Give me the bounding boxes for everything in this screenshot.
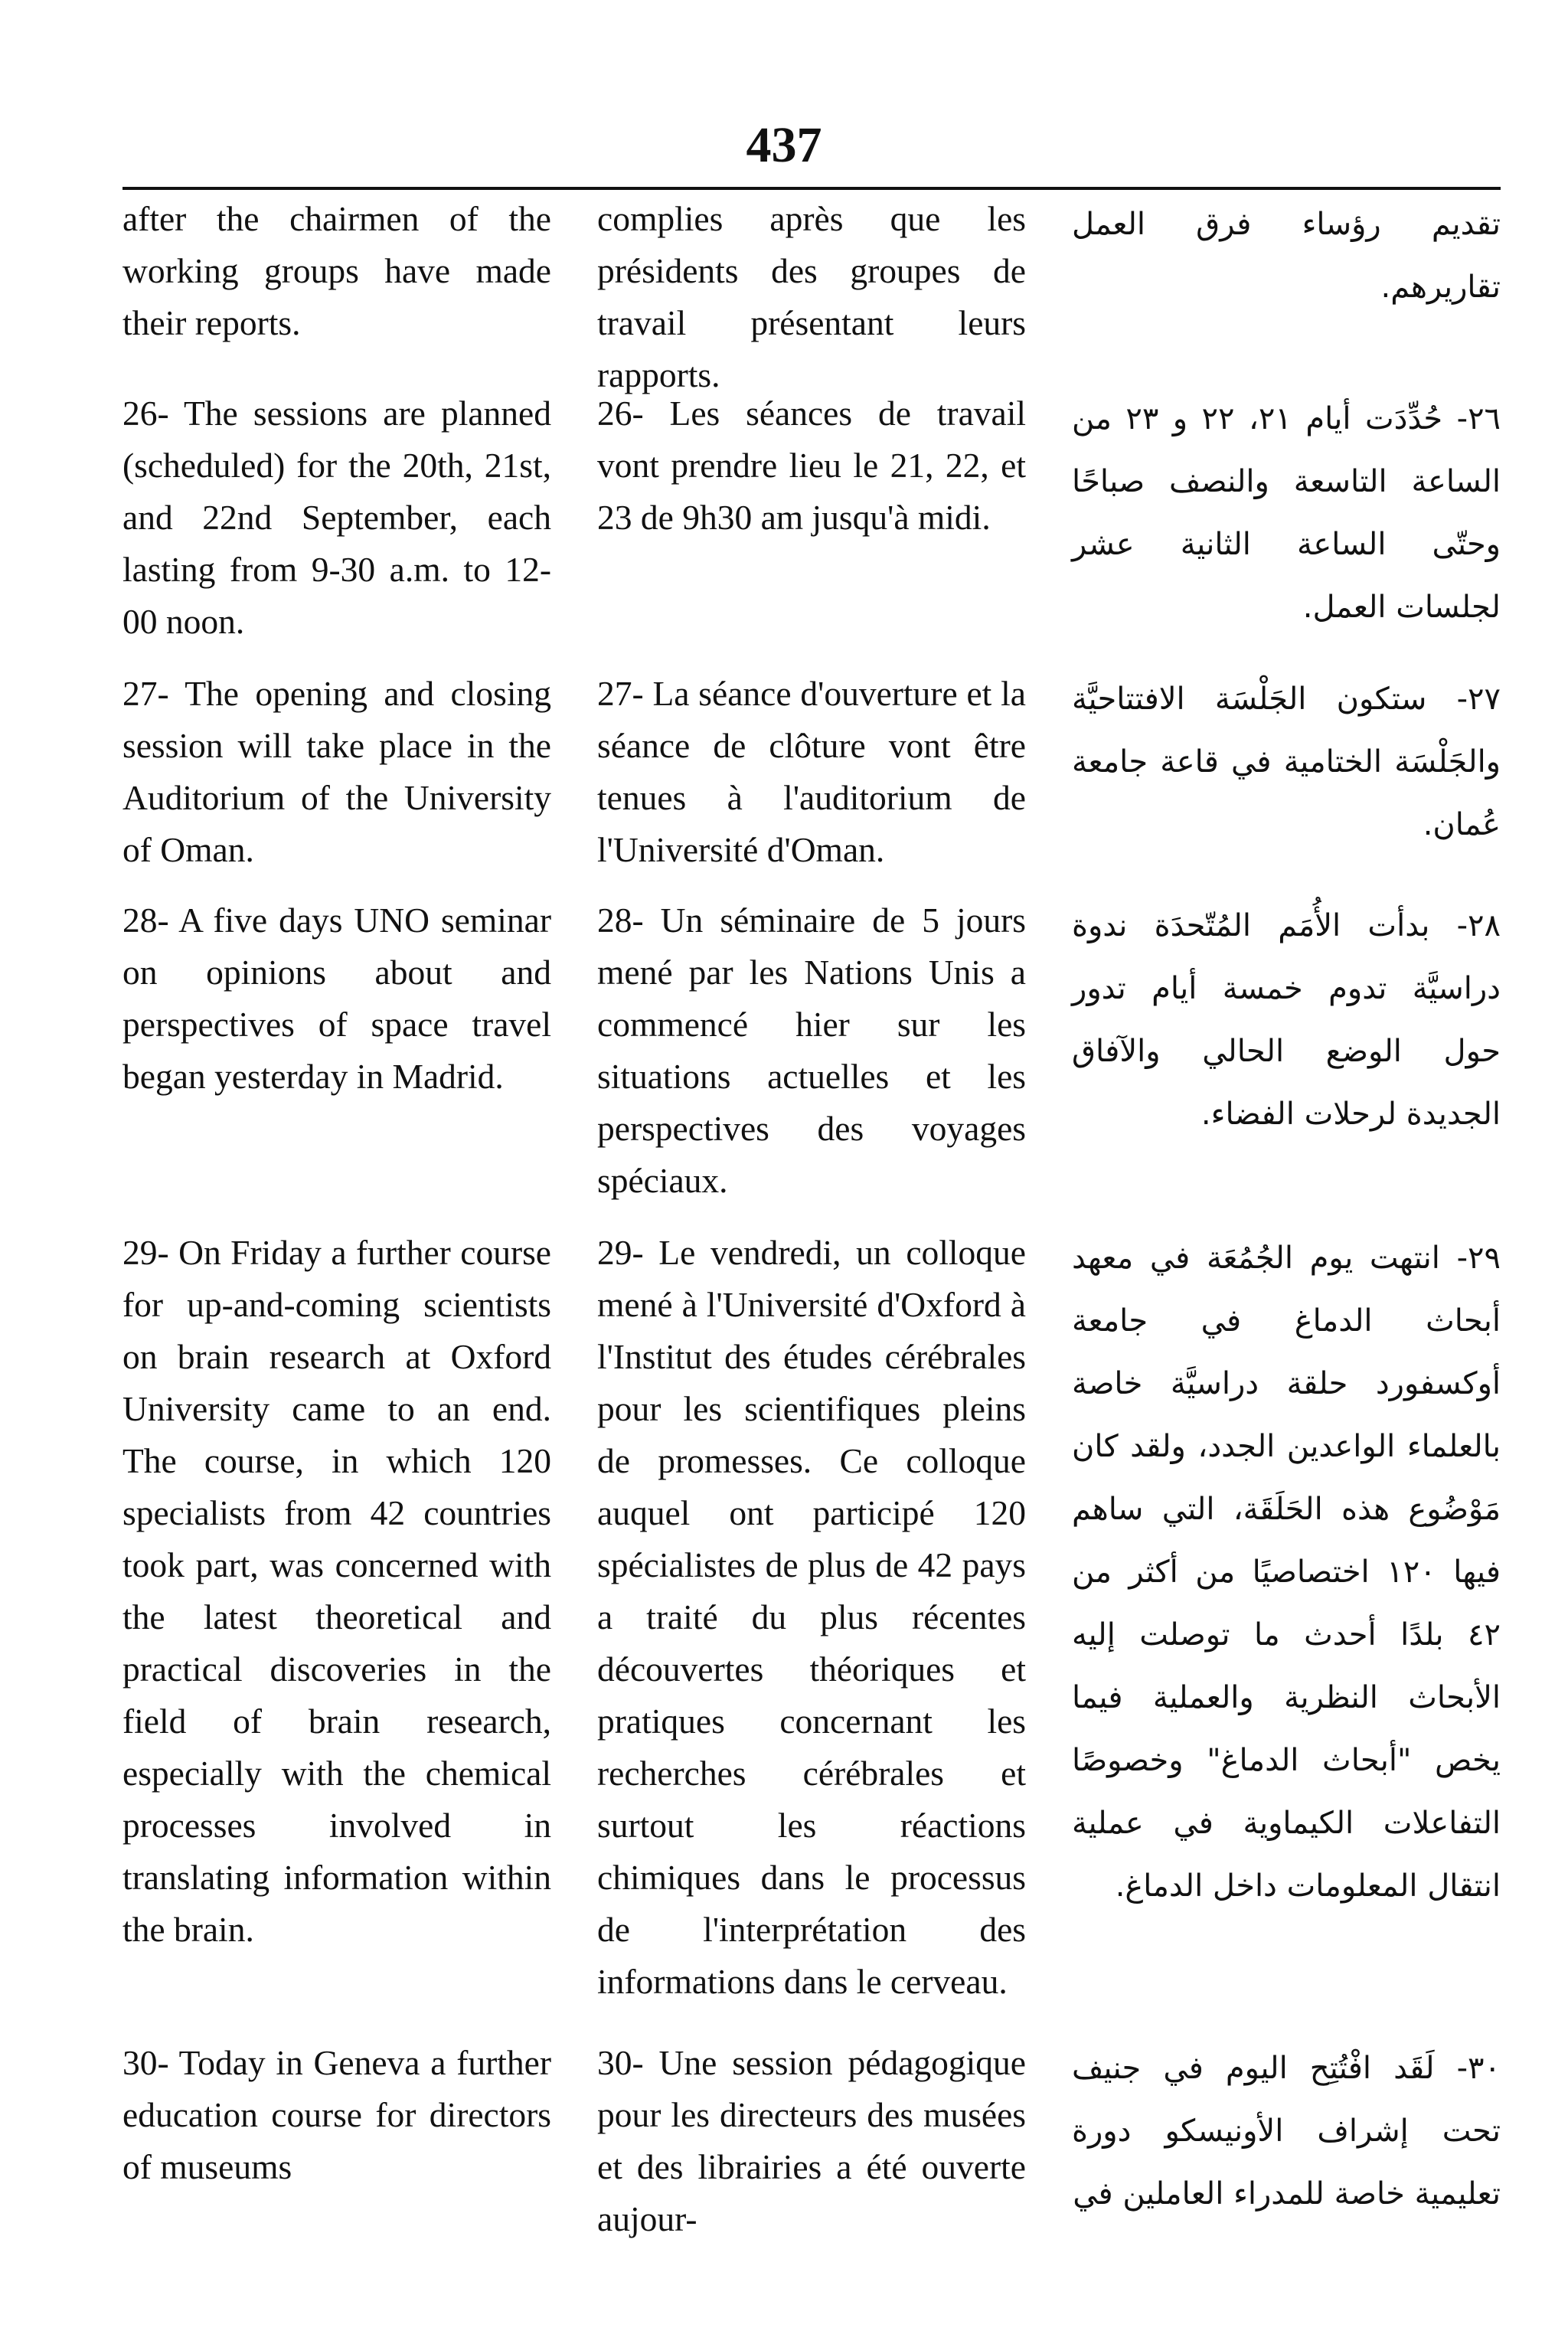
entry-row (122, 890, 1501, 1222)
english-text: 26- The sessions are planned (scheduled) for the 20th, 21st, and 22nd September, each lasting from 9-30 a.m. to 12-00 noon. (122, 394, 551, 641)
english-text: 30- Today in Geneva a further education course for directors of museums (122, 2043, 551, 2186)
trilingual-table (122, 193, 1501, 2251)
english-text: 27- The opening and closing session will take place in the Auditorium of the University of Oman. (122, 674, 551, 869)
header-rule (122, 187, 1501, 190)
arabic-text: تقديم رؤساء فرق العمل تقاريرهم. (1072, 207, 1501, 305)
page-number: 437 (746, 117, 822, 173)
french-text: 30- Une session pédagogique pour les directeurs des musées et des librairies a été ouverte aujour- (597, 2043, 1026, 2238)
english-text: 29- On Friday a further course for up-and-coming scientists on brain research at Oxford University came to an end. The course, in which 120 specialists from 42 countries took part, was concerned with the latest theoretical and practical discoveries in the field of brain research, especially with the chemical processes involved in translating information within the brain. (122, 1233, 551, 1949)
english-text: 28- A five days UNO seminar on opinions about and perspectives of space travel began yesterday in Madrid. (122, 901, 551, 1096)
arabic-text: ٢٦- حُدِّدَت أيام ٢١، ٢٢ و ٢٣ من الساعة التاسعة والنصف صباحًا وحتّى الساعة الثانية عشر لجلسات العمل. (1072, 401, 1501, 625)
entry-row (122, 193, 1501, 394)
entry-row (122, 2032, 1501, 2251)
english-text: after the chairmen of the working groups have made their reports. (122, 199, 551, 342)
entry-row (122, 663, 1501, 890)
arabic-text: ٢٧- ستكون الجَلْسَة الافتتاحيَّة والجَلْسَة الختامية في قاعة جامعة عُمان. (1072, 682, 1501, 842)
french-text: 29- Le vendredi, un colloque mené à l'Université d'Oxford à l'Institut des études cérébrales pour les scientifiques pleins de promesses. Ce colloque auquel ont participé 120 spécialistes de plus de 42 pays a traité du plus récentes découvertes théoriques et pratiques concernant les recherches cérébrales et surtout les réactions chimiques dans le processus de l'interprétation des informations dans le cerveau. (597, 1233, 1026, 2001)
french-text: complies après que les présidents des groupes de travail présentant leurs rapports. (597, 199, 1026, 394)
french-text: 28- Un séminaire de 5 jours mené par les Nations Unis a commencé hier sur les situations actuelles et les perspectives des voyages spéciaux. (597, 901, 1026, 1200)
french-text: 26- Les séances de travail vont prendre lieu le 21, 22, et 23 de 9h30 am jusqu'à midi. (597, 394, 1026, 537)
entry-row (122, 1222, 1501, 2032)
french-text: 27- La séance d'ouverture et la séance de clôture vont être tenues à l'auditorium de l'Université d'Oman. (597, 674, 1026, 869)
arabic-text: ٢٨- بدأت الأُمَم المُتّحدَة ندوة دراسيَّة تدوم خمسة أيام تدور حول الوضع الحالي والآفاق الجديدة لرحلات الفضاء. (1072, 908, 1501, 1132)
arabic-text: ٢٩- انتهت يوم الجُمُعَة في معهد أبحاث الدماغ في جامعة أوكسفورد حلقة دراسيَّة خاصة بالعلماء الواعدين الجدد، ولقد كان مَوْضُوع هذه الحَلَقَة، التي ساهم فيها ١٢٠ اختصاصيًا من أكثر من ٤٢ بلدًا أحدث ما توصلت إليه الأبحاث النظرية والعملية فيما يخص "أبحاث الدماغ" وخصوصًا التفاعلات الكيماوية في عملية انتقال المعلومات داخل الدماغ. (1072, 1241, 1501, 1904)
entry-row (122, 383, 1501, 663)
arabic-text: ٣٠- لَقَد افْتُتِح اليوم في جنيف تحت إشراف الأونيسكو دورة تعليمية خاصة للمدراء العاملين في (1072, 2051, 1501, 2212)
